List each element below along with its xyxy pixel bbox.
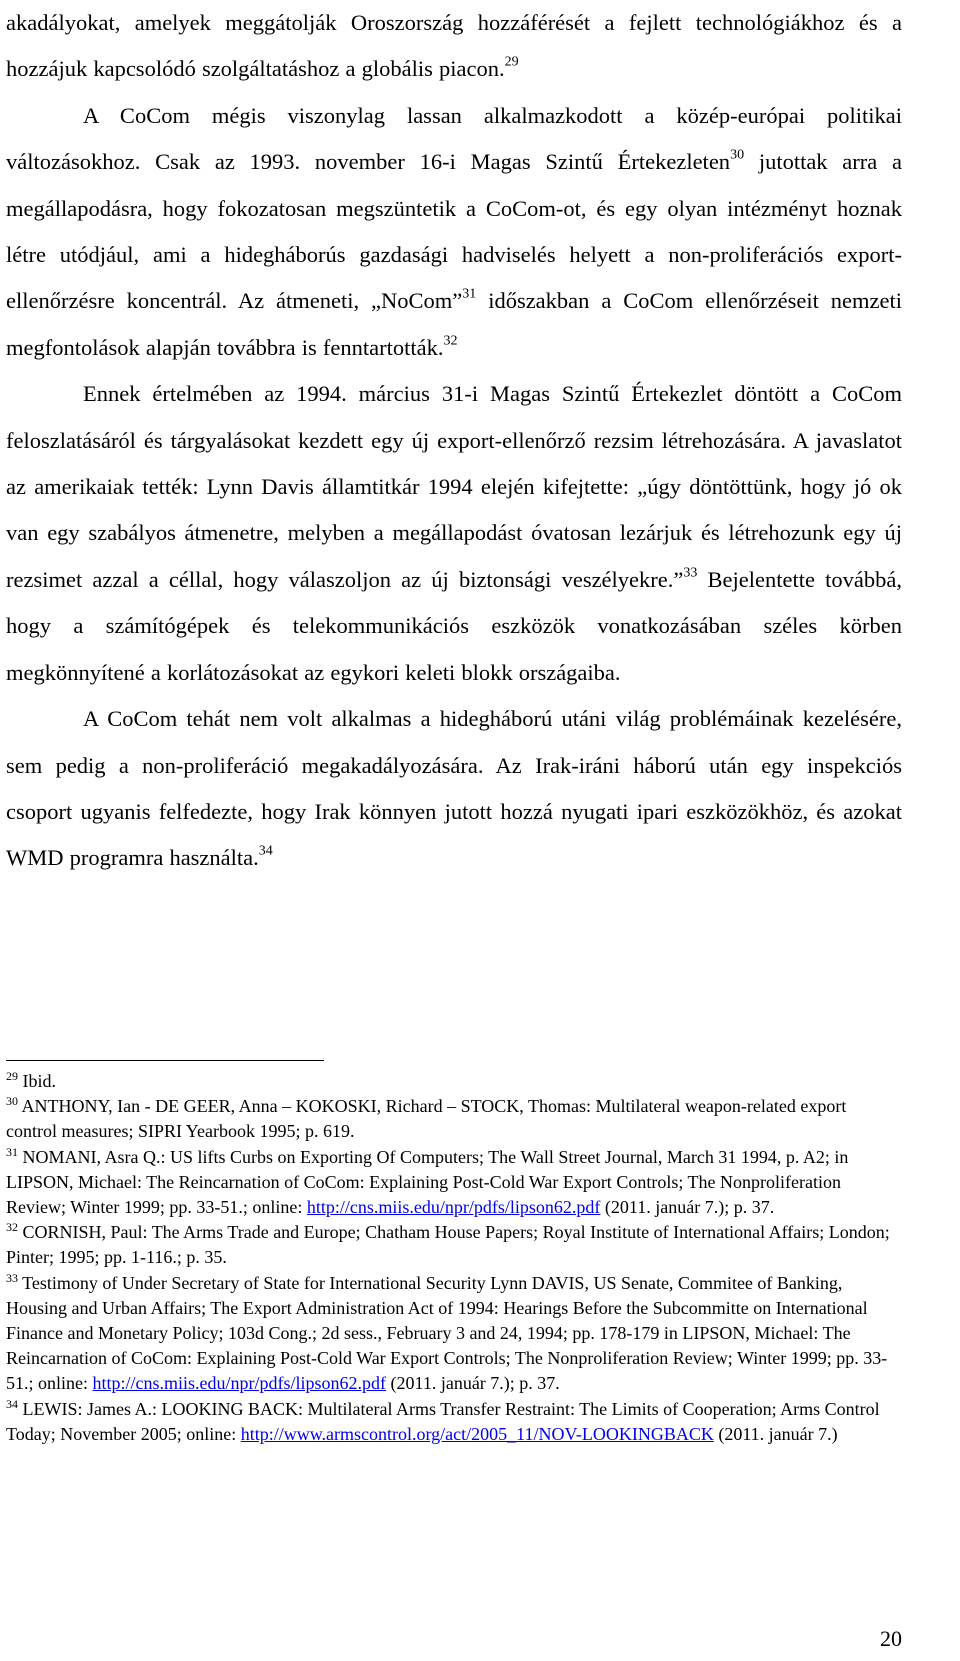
footnote-ref-30[interactable]: 30 [730,147,745,163]
footnotes [6,1069,900,1447]
footnote-number: 33 [6,1270,18,1285]
paragraph-text: akadályokat, amelyek meggátolják Oroszország hozzáférését a fejlett technológiákhoz és a hozzájuk kapcsolódó szolgáltatáshoz a globális piacon. [6,10,902,82]
footnote-ref-31[interactable]: 31 [462,286,477,302]
footnote-text: Ibid. [18,1071,56,1091]
footnote-link[interactable]: http://cns.miis.edu/npr/pdfs/lipson62.pdf [306,1197,601,1218]
footnote-text: (2011. január 7.); p. 37. [386,1373,560,1394]
paragraph-text: A CoCom mégis viszonylag lassan alkalmazkodott a közép-európai politikai változásokhoz. Csak az 1993. november 16-i Magas Szintű Értekezleten [6,102,902,175]
paragraph-text: Bejelentette továbbá, hogy a számítógépek és telekommunikációs eszközök vonatkozásában széles körben megkönnyítené a korlátozásokat az egykori keleti blokk országaiba. [6,566,902,685]
footnote-separator [6,1060,324,1061]
footnote-number: 30 [6,1094,18,1109]
footnote-text: ANTHONY, Ian - DE GEER, Anna – KOKOSKI, Richard – STOCK, Thomas: Multilateral weapon-related export control measures; SIPRI Yearbook 1995; p. 619. [6,1096,847,1142]
footnote-number: 31 [6,1144,18,1159]
footnote-link[interactable]: http://www.armscontrol.org/act/2005_11/NOV-LOOKINGBACK [240,1423,714,1444]
footnote-number: 32 [6,1220,18,1235]
footnote-number: 29 [6,1068,18,1083]
footnote-ref-29[interactable]: 29 [504,54,519,70]
footnote-31 [6,1145,900,1221]
paragraph-cocom-dissolution [6,371,902,696]
footnote-text: (2011. január 7.); p. 37. [600,1197,775,1218]
footnote-30 [6,1094,900,1144]
footnote-32 [6,1220,900,1270]
paragraph-cocom-conclusion [6,696,902,882]
paragraph-cocom-adaptation [6,93,902,371]
footnote-number: 34 [6,1396,18,1411]
paragraph-continuation [6,0,902,93]
footnote-ref-34[interactable]: 34 [258,843,273,859]
footnote-ref-32[interactable]: 32 [443,333,458,349]
page-number: 20 [880,1626,902,1651]
paragraph-text: Ennek értelmében az 1994. március 31-i Magas Szintű Értekezlet döntött a CoCom feloszlatásáról és tárgyalásokat kezdett egy új export-ellenőrző rezsim létrehozására. A javaslatot az amerikaiak tették: Lynn Davis államtitkár 1994 elején kifejtette: „úgy döntöttünk, hogy jó ok van egy szabályos átmenetre, melyben a megállapodást óvatosan lezárjuk és létrehozunk egy új rezsimet azzal a céllal, hogy válaszoljon az új biztonsági veszélyekre.” [6,381,902,592]
footnote-text: CORNISH, Paul: The Arms Trade and Europe; Chatham House Papers; Royal Institute of International Affairs; London; Pinter; 1995; pp. 1-116.; p. 35. [6,1222,890,1268]
document-page [6,0,902,882]
footnote-33 [6,1271,900,1397]
footnote-link[interactable]: http://cns.miis.edu/npr/pdfs/lipson62.pdf [92,1373,386,1394]
paragraph-text: A CoCom tehát nem volt alkalmas a hidegháború utáni világ problémáinak kezelésére, sem pedig a non-proliferáció megakadályozására. Az Irak-iráni háború után egy inspekciós csoport ugyanis felfedezte, hogy Irak könnyen jutott hozzá nyugati ipari eszközökhöz, és azokat WMD programra használta. [6,706,902,871]
footnote-text: NOMANI, Asra Q.: US lifts Curbs on Exporting Of Computers; The Wall Street Journal, March 31 1994, p. A2; in LIPSON, Michael: The Reincarnation of CoCom: Explaining Post-Cold War Export Controls; The Nonproliferation Review; Winter 1999; pp. 33-51.; online: [6,1146,849,1218]
paragraph-text: jutottak arra a megállapodásra, hogy fokozatosan megszüntetik a CoCom-ot, és egy olyan intézményt hoznak létre utódjául, ami a hidegháborús gazdasági hadviselés helyett a non-proliferációs export-ellenőrzésre koncentrál. Az átmeneti, „NoCom” [6,149,902,314]
paragraph-text: időszakban a CoCom ellenőrzéseit nemzeti megfontolások alapján továbbra is fenntartották. [6,288,902,360]
footnote-ref-33[interactable]: 33 [683,565,698,581]
footnote-text: Testimony of Under Secretary of State for International Security Lynn DAVIS, US Senate, Commitee of Banking, Housing and Urban Affairs; The Export Administration Act of 1994: Hearings Before the Subcommitte on International Finance and Monetary Policy; 103d Cong.; 2d sess., February 3 and 24, 1994; pp. 178-179 in LIPSON, Michael: The Reincarnation of CoCom: Explaining Post-Cold War Export Controls; The Nonproliferation Review; Winter 1999; pp. 33-51.; online: [6,1272,888,1394]
footnote-34 [6,1397,900,1447]
footnote-29 [6,1069,900,1094]
footnote-text: LEWIS: James A.: LOOKING BACK: Multilateral Arms Transfer Restraint: The Limits of Cooperation; Arms Control Today; November 2005; online: [6,1398,880,1444]
footnote-text: (2011. január 7.) [713,1423,838,1444]
